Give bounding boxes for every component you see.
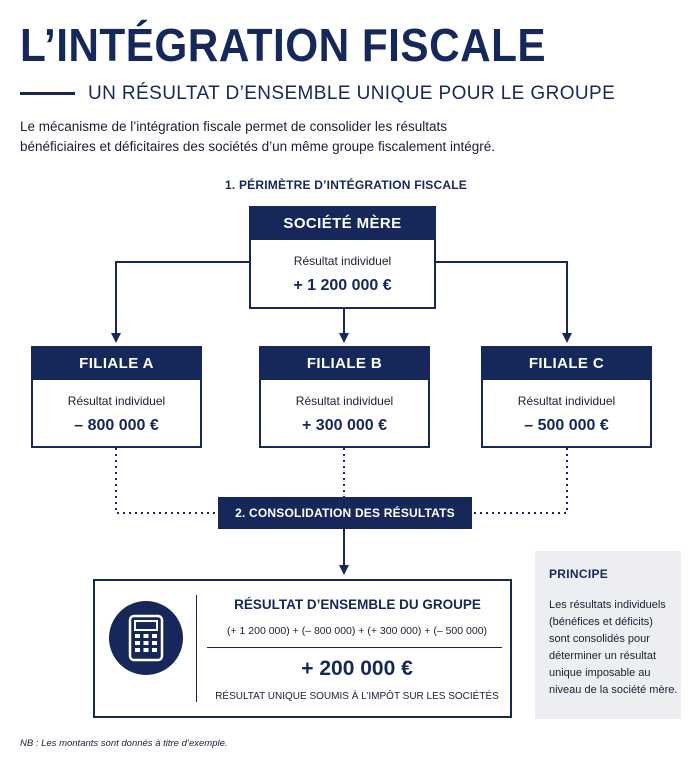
principle-line: unique imposable au	[549, 667, 651, 679]
subsidiary-c-value: – 500 000 €	[524, 417, 609, 434]
subsidiary-b-label: Résultat individuel	[295, 394, 394, 408]
principle-heading: PRINCIPE	[549, 567, 609, 581]
subsidiary-b-title: FILIALE B	[261, 348, 428, 380]
principle-text	[549, 597, 678, 699]
subsidiary-a-label: Résultat individuel	[67, 394, 166, 408]
section-consolidation-label: 2. CONSOLIDATION DES RÉSULTATS	[218, 497, 472, 529]
dotted-connector-a	[116, 448, 218, 513]
result-formula: (+ 1 200 000) + (– 800 000) + (+ 300 000) + (– 500 000)	[226, 625, 488, 637]
result-note: RÉSULTAT UNIQUE SOUMIS À L’IMPÔT SUR LES SOCIÉTÉS	[215, 691, 499, 702]
page-subtitle: UN RÉSULTAT D’ENSEMBLE UNIQUE POUR LE GROUPE	[88, 83, 616, 104]
principle-panel	[535, 551, 681, 719]
result-total: + 200 000 €	[301, 657, 413, 680]
group-result-box	[93, 579, 512, 718]
principle-line: sont consolidés pour	[549, 633, 650, 645]
dotted-connector-c	[472, 448, 567, 513]
connector-mother-to-a	[116, 262, 249, 338]
intro-line: Le mécanisme de l’intégration fiscale permet de consolider les résultats	[20, 119, 447, 134]
subsidiary-c-title: FILIALE C	[483, 348, 650, 380]
mother-company-label: Résultat individuel	[293, 254, 392, 268]
calculator-icon	[109, 601, 183, 675]
principle-line: déterminer un résultat	[549, 650, 656, 662]
intro-line: bénéficiaires et déficitaires des sociétés d’un même groupe fiscalement intégré.	[20, 139, 495, 154]
mother-company-title: SOCIÉTÉ MÈRE	[251, 208, 434, 240]
connector-mother-to-c	[436, 262, 567, 338]
result-rule	[207, 647, 502, 648]
mother-company-value: + 1 200 000 €	[293, 277, 392, 294]
subsidiary-a-title: FILIALE A	[33, 348, 200, 380]
subsidiary-b-value: + 300 000 €	[302, 417, 387, 434]
section-perimeter-label: 1. PÉRIMÈTRE D’INTÉGRATION FISCALE	[225, 178, 467, 192]
subsidiary-b-box	[259, 346, 430, 448]
subsidiary-a-box	[31, 346, 202, 448]
subsidiary-c-box	[481, 346, 652, 448]
subsidiary-c-label: Résultat individuel	[517, 394, 616, 408]
footnote: NB : Les montants sont donnés à titre d’exemple.	[20, 738, 228, 749]
result-divider	[196, 595, 197, 702]
result-title: RÉSULTAT D’ENSEMBLE DU GROUPE	[234, 597, 481, 612]
principle-line: (bénéfices et déficits)	[549, 616, 653, 628]
mother-company-box	[249, 206, 436, 309]
subsidiary-a-value: – 800 000 €	[74, 417, 159, 434]
principle-line: niveau de la société mère.	[549, 684, 678, 696]
principle-line: Les résultats individuels	[549, 599, 666, 611]
page-title: L’INTÉGRATION FISCALE	[20, 19, 547, 71]
